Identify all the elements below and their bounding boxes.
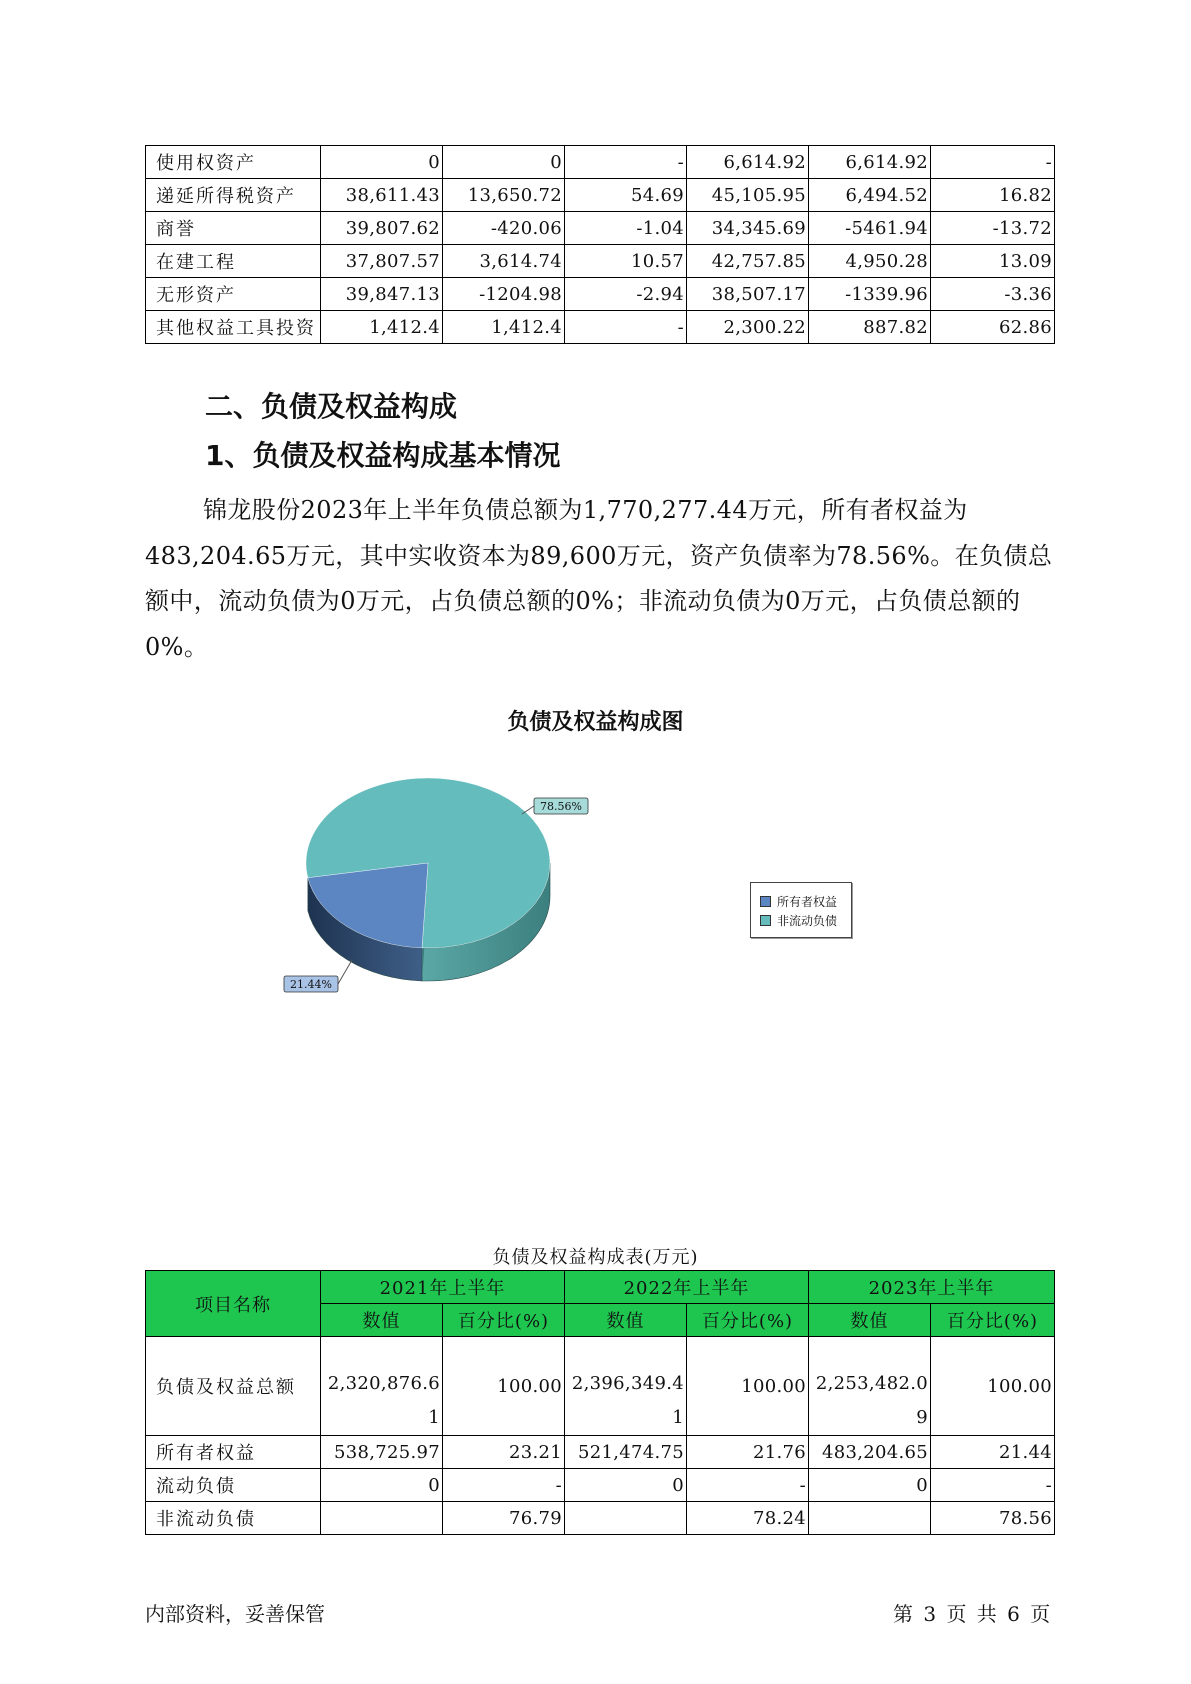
header-pct: 百分比(%) [443,1304,565,1337]
table-cell: -1204.98 [443,278,565,311]
table-cell: -2.94 [565,278,687,311]
table-cell: 4,950.28 [809,245,931,278]
table-row [146,1436,1055,1469]
table-cell: 100.00 [443,1337,565,1436]
table-cell: 6,494.52 [809,179,931,212]
table-cell: - [687,1469,809,1502]
table-cell: 1,412.4 [443,311,565,344]
legend-label-noncurrent: 非流动负债 [777,914,838,928]
table-cell: 34,345.69 [687,212,809,245]
pie-chart [0,770,1191,1010]
table-cell: 10.57 [565,245,687,278]
legend-swatch-equity [760,896,771,907]
table-cell [565,1502,687,1535]
header-pct: 百分比(%) [931,1304,1055,1337]
table-cell: 3,614.74 [443,245,565,278]
table-cell: 521,474.75 [565,1436,687,1469]
summary-paragraph: 锦龙股份2023年上半年负债总额为1,770,277.44万元，所有者权益为483,204.65万元，其中实收资本为89,600万元，资产负债率为78.56%。在负债总额中，流动负债为0万元，占负债总额的0%；非流动负债为0万元，占负债总额的0%。 [145,496,1053,661]
footer-note: 内部资料，妥善保管 [145,1602,325,1626]
table-cell: -13.72 [931,212,1055,245]
row-name: 非流动负债 [146,1502,321,1535]
table-cell: 13,650.72 [443,179,565,212]
table-row [146,212,1055,245]
table-cell: 538,725.97 [321,1436,443,1469]
legend-item-equity [760,893,837,910]
table-cell: 2,253,482.09 [809,1337,931,1436]
table-cell: 23.21 [443,1436,565,1469]
legend-label-equity: 所有者权益 [777,895,838,909]
table-cell: 62.86 [931,311,1055,344]
table-cell: - [565,146,687,179]
table-cell: 887.82 [809,311,931,344]
table-cell: 45,105.95 [687,179,809,212]
table-cell [809,1502,931,1535]
table-cell: 0 [565,1469,687,1502]
table-cell: 2,320,876.61 [321,1337,443,1436]
header-value: 数值 [809,1304,931,1337]
row-name: 负债及权益总额 [146,1337,321,1436]
pie-label-noncurrent-leader [522,806,534,814]
header-pct: 百分比(%) [687,1304,809,1337]
table-row [146,1469,1055,1502]
row-name: 流动负债 [146,1469,321,1502]
table-cell: 38,611.43 [321,179,443,212]
row-name: 在建工程 [146,245,321,278]
table-row [146,1502,1055,1535]
table-row [146,245,1055,278]
table-cell: 6,614.92 [809,146,931,179]
header-value: 数值 [565,1304,687,1337]
table-cell [321,1502,443,1535]
table-cell: 100.00 [687,1337,809,1436]
table-cell: 21.76 [687,1436,809,1469]
row-name: 无形资产 [146,278,321,311]
pie-label-noncurrent: 78.56% [540,800,582,813]
header-year-2023: 2023年上半年 [809,1271,1055,1304]
table-row [146,278,1055,311]
table-cell: -420.06 [443,212,565,245]
table-row [146,179,1055,212]
liability-equity-table [145,1270,1055,1535]
table-cell: 0 [321,1469,443,1502]
table-cell: 78.24 [687,1502,809,1535]
table-cell: - [931,1469,1055,1502]
table-cell: -1339.96 [809,278,931,311]
subsection-title: 1、负债及权益构成基本情况 [205,439,561,472]
table-cell: 2,300.22 [687,311,809,344]
table-row [146,146,1055,179]
row-name: 所有者权益 [146,1436,321,1469]
pie-label-equity: 21.44% [290,978,332,991]
table-caption: 负债及权益构成表(万元) [492,1247,699,1268]
chart-title: 负债及权益构成图 [507,710,684,735]
asset-table [145,145,1055,344]
table-row [146,311,1055,344]
table-cell: - [565,311,687,344]
table-cell: 78.56 [931,1502,1055,1535]
table-cell: 38,507.17 [687,278,809,311]
section-title: 二、负债及权益构成 [205,390,458,423]
table-cell: 76.79 [443,1502,565,1535]
row-name: 递延所得税资产 [146,179,321,212]
table-cell: 0 [443,146,565,179]
table-cell: - [443,1469,565,1502]
header-year-2021: 2021年上半年 [321,1271,565,1304]
table-cell: 21.44 [931,1436,1055,1469]
table-cell: 100.00 [931,1337,1055,1436]
row-name: 使用权资产 [146,146,321,179]
legend-item-noncurrent [760,912,837,929]
table-cell: 0 [321,146,443,179]
table-cell: 54.69 [565,179,687,212]
table-cell: 6,614.92 [687,146,809,179]
table-cell: - [931,146,1055,179]
chart-legend [750,882,852,938]
pie-label-equity-leader [338,960,352,984]
table-cell: -1.04 [565,212,687,245]
table-cell: 16.82 [931,179,1055,212]
table-cell: 39,807.62 [321,212,443,245]
table-cell: 2,396,349.41 [565,1337,687,1436]
row-name: 商誉 [146,212,321,245]
table-cell: 1,412.4 [321,311,443,344]
table-cell: 13.09 [931,245,1055,278]
table-cell: 42,757.85 [687,245,809,278]
table-cell: 37,807.57 [321,245,443,278]
header-item-name: 项目名称 [146,1271,321,1337]
table-cell: 483,204.65 [809,1436,931,1469]
table-row [146,1337,1055,1436]
legend-swatch-noncurrent [760,915,771,926]
header-year-2022: 2022年上半年 [565,1271,809,1304]
table-cell: -3.36 [931,278,1055,311]
table-cell: 39,847.13 [321,278,443,311]
page-number: 第 3 页 共 6 页 [893,1602,1051,1626]
row-name: 其他权益工具投资 [146,311,321,344]
header-value: 数值 [321,1304,443,1337]
table-cell: 0 [809,1469,931,1502]
table-cell: -5461.94 [809,212,931,245]
